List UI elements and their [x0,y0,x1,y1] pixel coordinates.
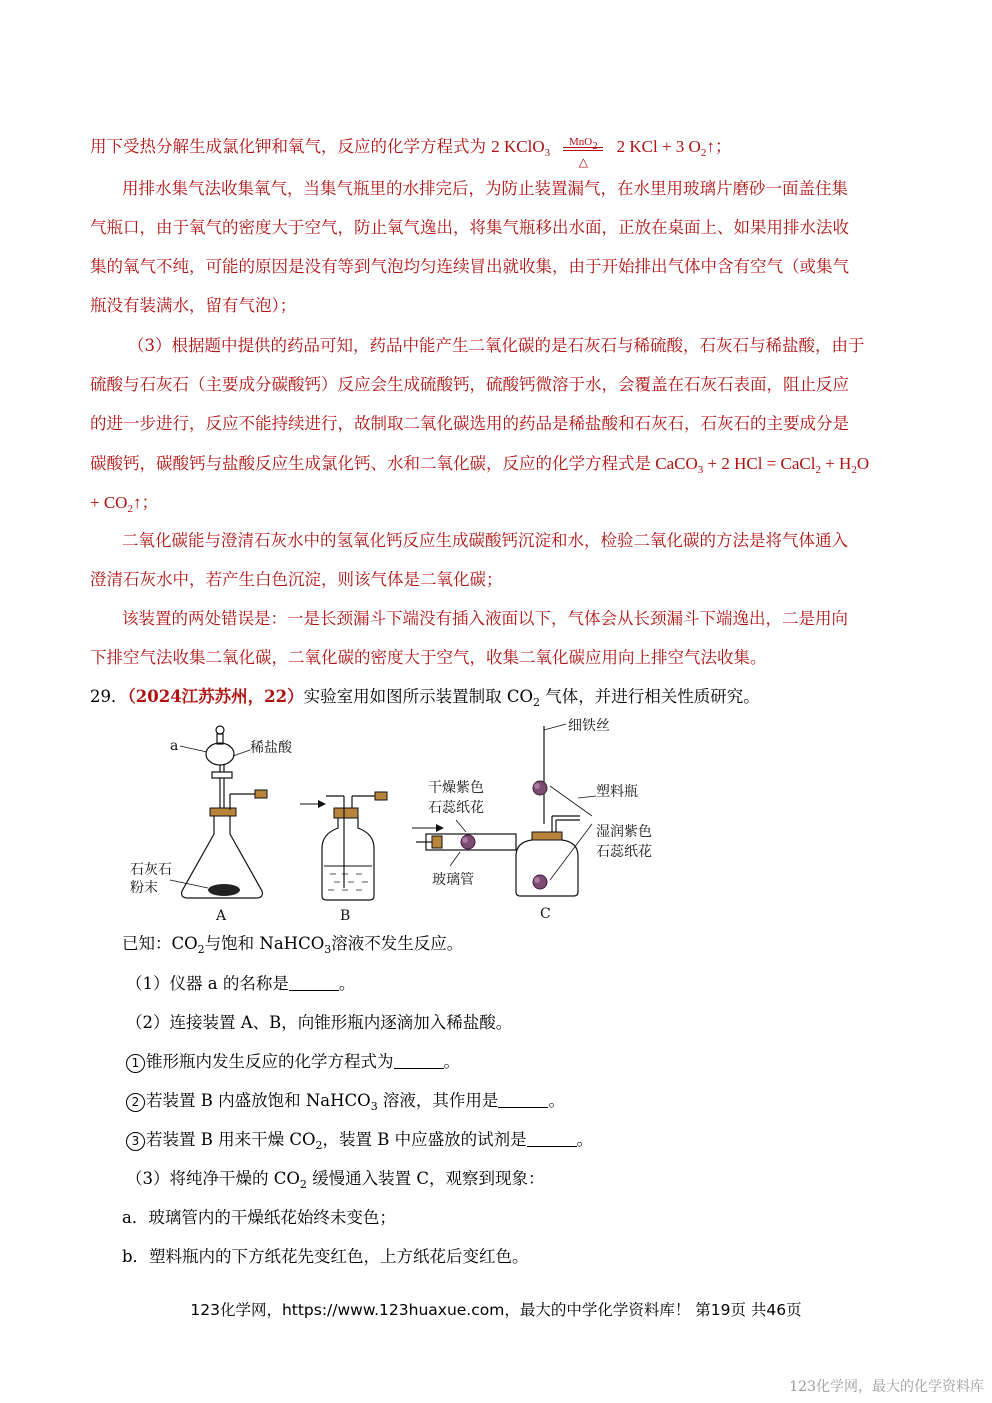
sub-question-2-1: 1 锥形瓶内发生反应的化学方程式为 。 [126,1050,946,1074]
answer-text: 用下受热分解生成氯化钾和氧气，反应的化学方程式为 [90,137,486,156]
answer-blank[interactable] [394,1052,444,1069]
circled-number: 1 [126,1054,145,1073]
label-acid: 稀盐酸 [250,740,292,756]
answer-line-14: 下排空气法收集二氧化碳，二氧化碳的密度大于空气，收集二氧化碳应用向上排空气法收集。 [90,648,767,667]
question-number: 29． [90,687,128,706]
answer-line-13: 该装置的两处错误是：一是长颈漏斗下端没有插入液面以下，气体会从长颈漏斗下端逸出，二是用向 [122,609,848,628]
answer-line-7: 硫酸与石灰石（主要成分碳酸钙）反应会生成硫酸钙，硫酸钙微溶于水，会覆盖在石灰石表面，阻止反应 [90,375,849,394]
answer-blank[interactable] [527,1130,577,1147]
label-A: A [216,908,227,924]
question-stem: 29．（2024江苏苏州，22）实验室用如图所示装置制取 $CO_2$ 气体，并进行相关性质研究。 [90,687,760,709]
answer-line-4: 集的氧气不纯，可能的原因是没有等到气泡均匀连续冒出就收集，由于开始排出气体中含有空气（或集气 [90,257,849,276]
question-source: （2024江苏苏州，22） [127,687,304,706]
answer-line-5: 瓶没有装满水，留有气泡）； [90,296,297,315]
answer-line-6: （3）根据题中提供的药品可知，药品中能产生二氧化碳的是石灰石与稀硫酸，石灰石与稀盐酸，由于 [128,336,865,355]
apparatus-c [412,717,652,922]
observation-b: b．塑料瓶内的下方纸花先变红色，上方纸花后变红色。 [122,1247,529,1266]
equation-kclo3: 2 KClO$_3$ [491,137,551,159]
answer-line-9: 碳酸钙，碳酸钙与盐酸反应生成氯化钙、水和二氧化碳，反应的化学方程式是 CaCO$_3$ + 2 HCl = CaCl$_2$ + $H_2O$ [90,454,870,476]
reaction-condition: MnO$_2$ △ [561,132,605,162]
sub-question-2: （2）连接装置 A、B，向锥形瓶内逐滴加入稀盐酸。 [126,1013,513,1032]
answer-line-3: 气瓶口，由于氧气的密度大于空气，防止氧气逸出，将集气瓶移出水面，正放在桌面上、如果用排水法收 [90,218,849,237]
answer-line-11: 二氧化碳能与澄清石灰水中的氢氧化钙反应生成碳酸钙沉淀和水，检验二氧化碳的方法是将气体通入 [122,531,848,550]
sub-question-1: （1）仪器 a 的名称是 。 [126,974,356,993]
answer-line-8: 的进一步进行，反应不能持续进行，故制取二氧化碳选用的药品是稀盐酸和石灰石，石灰石的主要成分是 [90,414,849,433]
answer-line-1 [90,132,910,169]
observation-a: a．玻璃管内的干燥纸花始终未变色； [122,1208,396,1227]
label-dry-2: 石蕊纸花 [428,800,484,816]
heat-symbol: △ [578,155,588,169]
label-bottle: 塑料瓶 [596,784,638,800]
label-dry-1: 干燥紫色 [428,780,484,796]
label-B: B [340,908,351,924]
answer-blank[interactable] [289,974,339,991]
answer-blank[interactable] [498,1091,548,1108]
label-wire: 细铁丝 [568,718,610,734]
circled-number: 2 [126,1093,145,1112]
label-stone-2: 粉末 [130,880,158,896]
sub-question-3: （3）将纯净干燥的 $CO_2$ 缓慢通入装置 C，观察到现象： [126,1169,545,1191]
sub-question-2-2: 2 若装置 B 内盛放饱和 NaHCO$_3$ 溶液，其作用是 。 [126,1089,946,1113]
equation-caco3: CaCO$_3$ + 2 HCl = CaCl$_2$ + $H_2O$ [655,454,870,476]
apparatus-a [130,726,293,924]
label-stone-1: 石灰石 [130,862,172,878]
page-footer: 123化学网，https://www.123huaxue.com，最大的中学化学资料库！ 第19页 共46页 [190,1301,802,1319]
equation-products: 2 KCl + 3 $O_2↑$； [616,137,732,159]
apparatus-b [322,792,387,924]
label-a: a [170,738,179,754]
answer-line-12: 澄清石灰水中，若产生白色沉淀，则该气体是二氧化碳； [90,570,503,589]
watermark: 123化学网，最大的化学资料库 [789,1379,984,1395]
answer-line-2: 用排水集气法收集氧气，当集气瓶里的水排完后，为防止装置漏气，在水里用玻璃片磨砂一面盖住集 [122,179,848,198]
answer-line-10: + $CO_2↑$； [90,493,159,515]
label-wet-1: 湿润紫色 [596,824,652,840]
sub-question-2-3: 3 若装置 B 用来干燥 $CO_2$，装置 B 中应盛放的试剂是 。 [126,1128,946,1152]
circled-number: 3 [126,1132,145,1151]
catalyst-label: MnO [569,136,593,148]
label-tube: 玻璃管 [432,872,474,888]
apparatus-figure [120,716,680,926]
label-C: C [540,906,551,922]
known-condition: 已知：$CO_2$与饱和 NaHCO$_3$溶液不发生反应。 [122,934,464,956]
label-wet-2: 石蕊纸花 [596,844,652,860]
